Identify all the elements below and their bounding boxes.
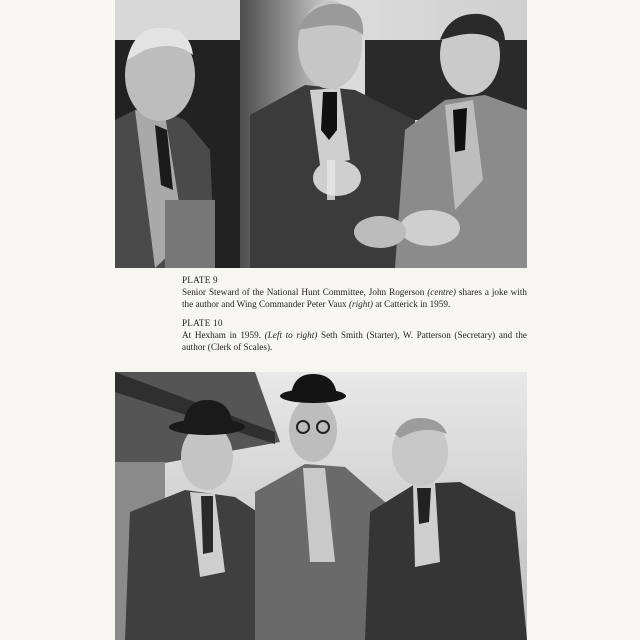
plate-10-caption [182,329,527,353]
plate-10-photograph [115,372,527,640]
plate-9-photograph [115,0,527,268]
plate-10-caption-part: Seth Smith (Starter), W. Patterson (Secretary) and the author (Clerk of Scales). [182,329,527,353]
plate-10-caption-part: At Hexham in 1959. [182,329,265,340]
plate-9-heading: PLATE 9 [182,275,218,285]
plate-9-caption-italic: (right) [348,299,373,310]
plate-10-caption-italic: (Left to right) [264,329,318,340]
plate-9-caption-part: shares a joke with the author and Wing Commander Peter Vaux [182,287,527,310]
plate-9-caption-part: at Catterick in 1959. [372,299,451,310]
plate-10-heading: PLATE 10 [182,317,223,328]
plate-9-caption-part: Senior Steward of the National Hunt Committee, John Rogerson [182,287,425,298]
plate-9-caption-italic: (centre) [427,287,456,298]
caption-block [182,274,527,359]
plate-9-caption [182,286,527,310]
